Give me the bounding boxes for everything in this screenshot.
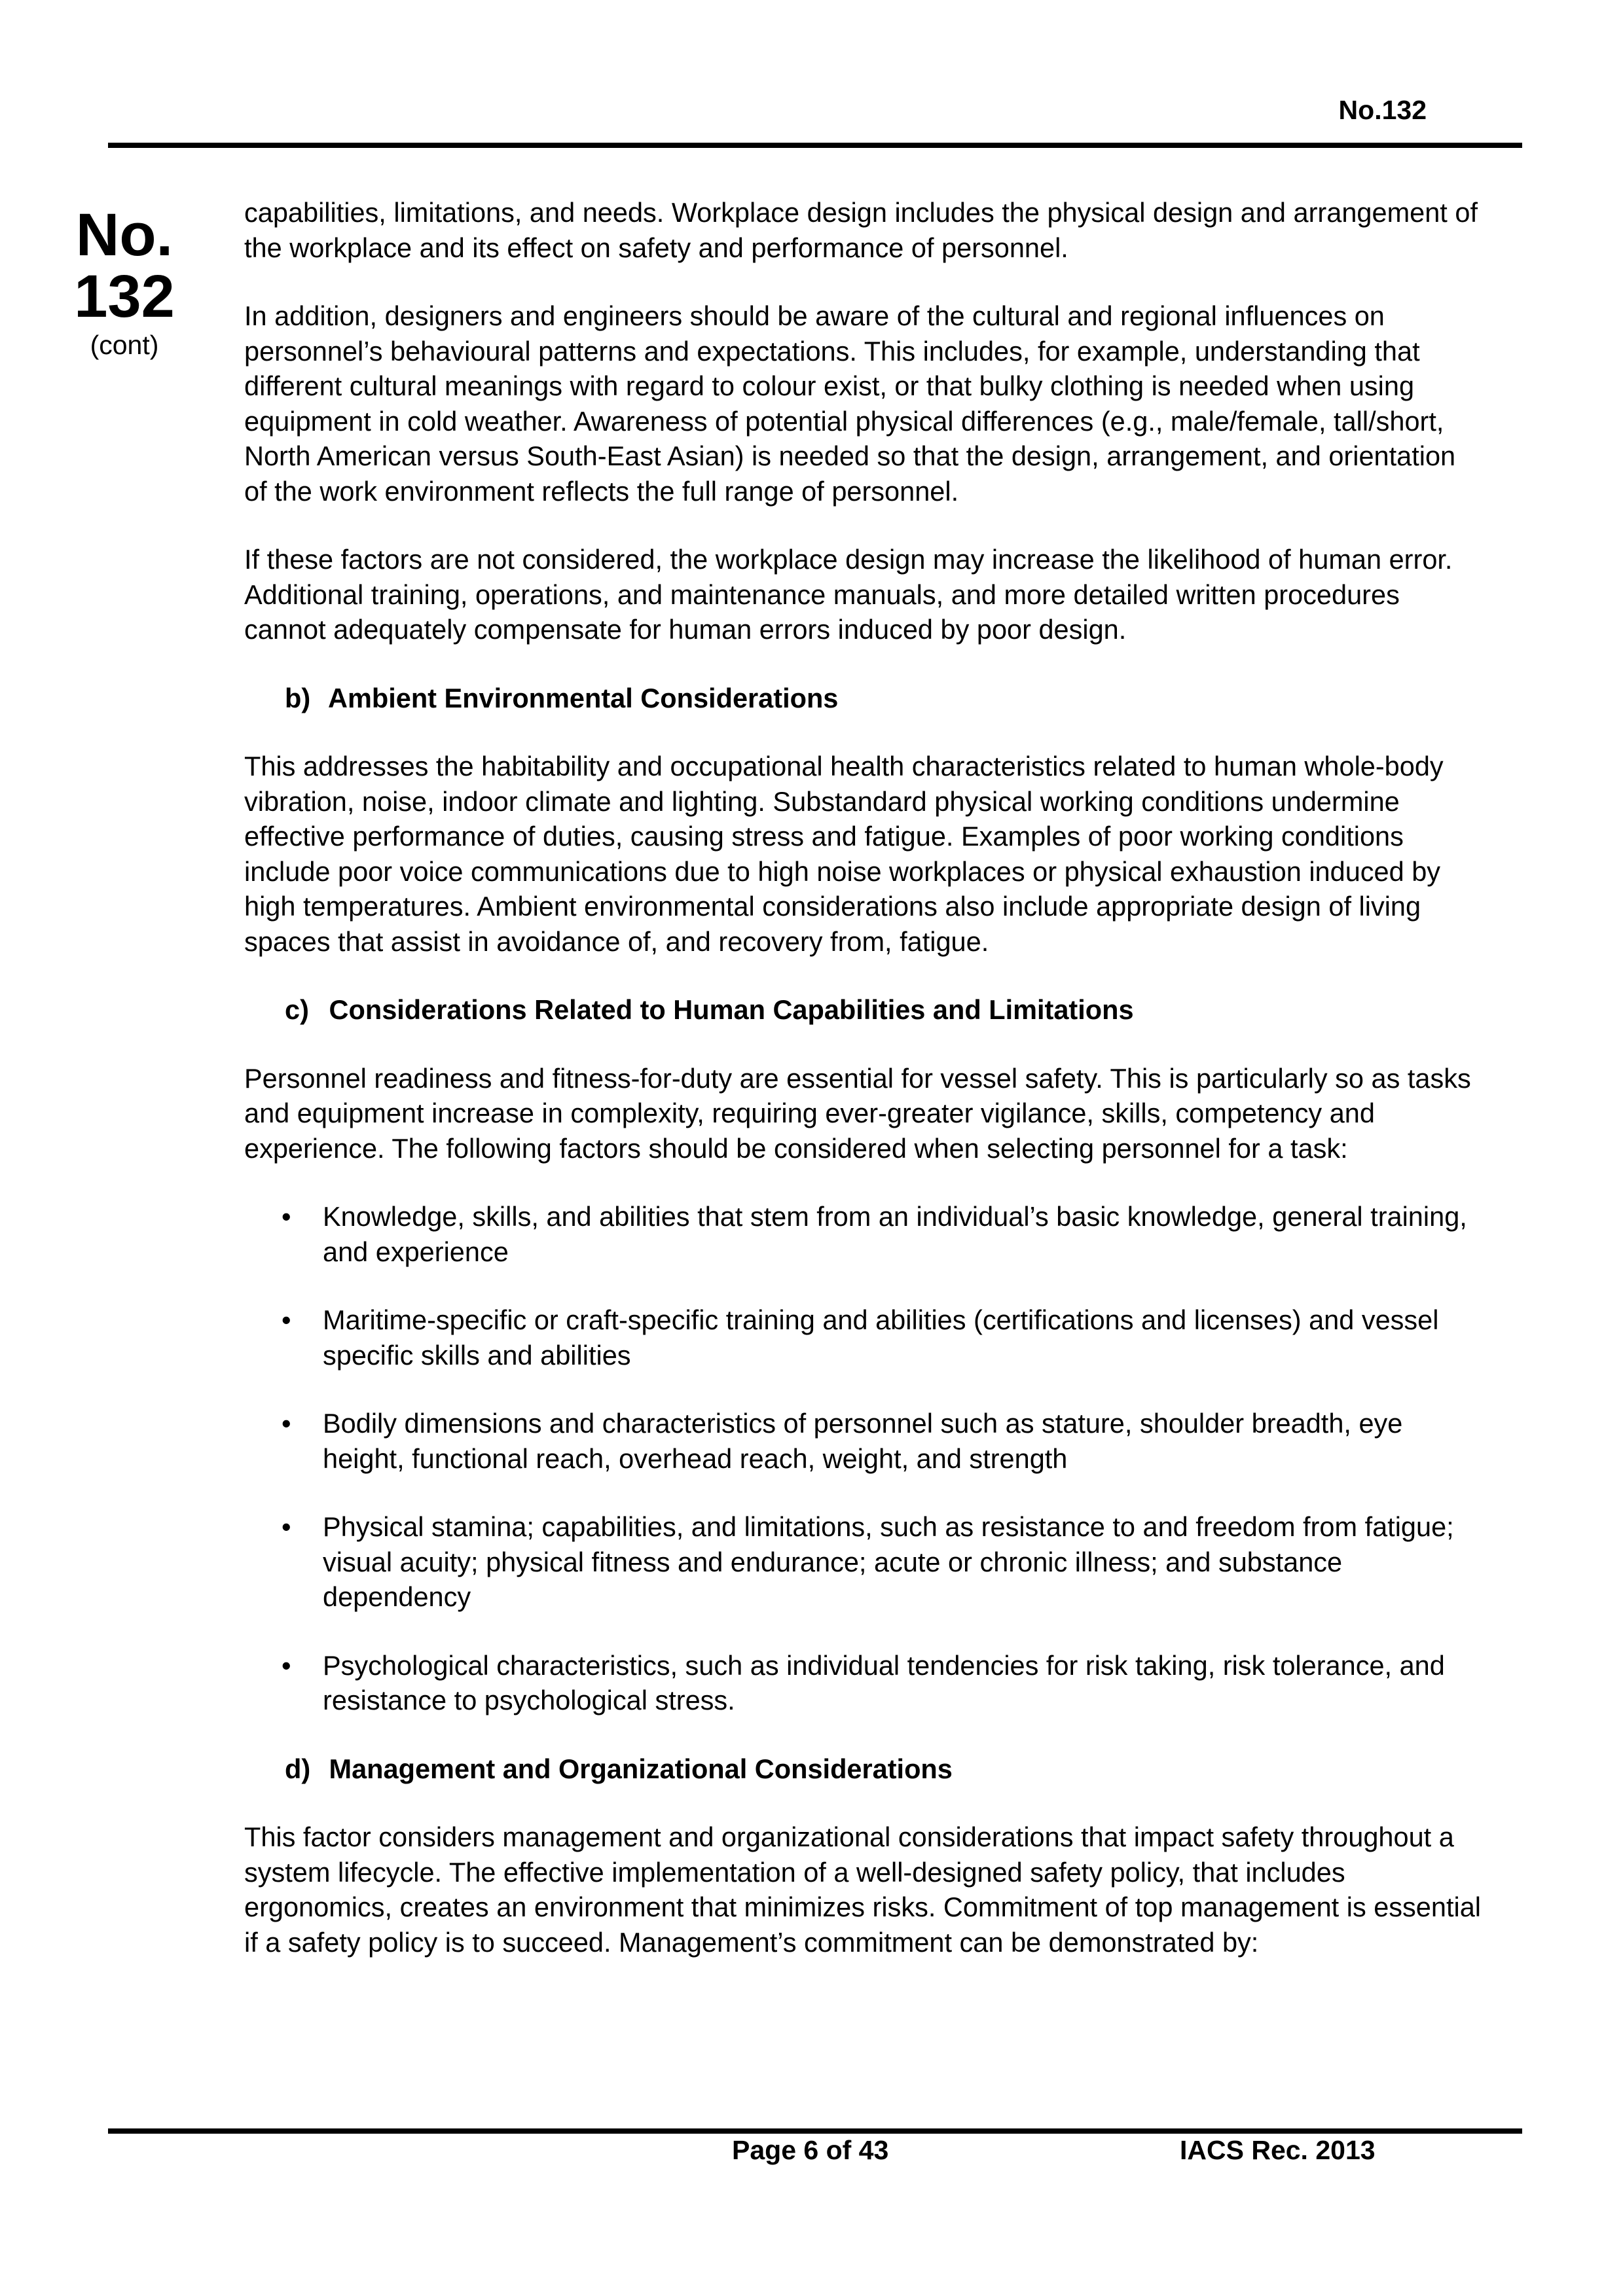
list-item — [244, 1509, 1485, 1615]
bullet-icon: • — [282, 1408, 291, 1439]
side-label-no: No. — [75, 202, 173, 268]
side-label-number: 132 — [74, 263, 175, 330]
list-item-text: Physical stamina; capabilities, and limitations, such as resistance to and freedom from fatigue; visual acuity; physical fitness and endurance; acute or chronic illness; and substance dependency — [323, 1511, 1454, 1612]
paragraph: capabilities, limitations, and needs. Workplace design includes the physical design and arrangement of the workplace and its effect on safety and performance of personnel. — [244, 197, 1478, 263]
list-item-text: Maritime-specific or craft-specific training and abilities (certifications and licenses) and vessel specific skills and abilities — [323, 1304, 1439, 1371]
bullet-icon: • — [282, 1511, 291, 1542]
paragraph: In addition, designers and engineers should be aware of the cultural and regional influences on personnel’s behavioural patterns and expectations. This includes, for example, understanding that different cultural meanings with regard to colour exist, or that bulky clothing is needed when using equipment in cold weather. Awareness of potential physical differences (e.g., male/female, tall/short, North American versus South-East Asian) is needed so that the design, arrangement, and orientation of the work environment reflects the full range of personnel. — [244, 300, 1456, 507]
section-heading-c — [285, 992, 1485, 1028]
heading-text: Considerations Related to Human Capabilities and Limitations — [329, 994, 1134, 1025]
paragraph: Personnel readiness and fitness-for-duty are essential for vessel safety. This is particularly so as tasks and equipment increase in complexity, requiring ever-greater vigilance, skills, competency and experience. The following factors should be considered when selecting personnel for a task: — [244, 1062, 1471, 1164]
heading-text: Management and Organizational Considerations — [329, 1753, 953, 1784]
list-item — [244, 1648, 1485, 1718]
list-item — [244, 1406, 1485, 1476]
heading-label: d) — [285, 1753, 311, 1784]
list-item — [244, 1199, 1485, 1269]
body-text — [244, 195, 1485, 1993]
list-item-text: Bodily dimensions and characteristics of personnel such as stature, shoulder breadth, eye height, functional reach, overhead reach, weight, and strength — [323, 1408, 1403, 1474]
side-label-cont: (cont) — [90, 330, 159, 360]
bullet-icon: • — [282, 1201, 291, 1232]
page-number: Page 6 of 43 — [732, 2135, 889, 2165]
document-number: No.132 — [1338, 95, 1427, 125]
paragraph: If these factors are not considered, the workplace design may increase the likelihood of human error. Additional training, operations, and maintenance manuals, and more detailed written procedures cannot adequately compensate for human errors induced by poor design. — [244, 544, 1453, 645]
list-item-text: Psychological characteristics, such as individual tendencies for risk taking, risk tolerance, and resistance to psychological stress. — [323, 1649, 1445, 1715]
list-item-text: Knowledge, skills, and abilities that stem from an individual’s basic knowledge, general training, and experience — [323, 1201, 1467, 1267]
paragraph: This factor considers management and organizational considerations that impact safety throughout a system lifecycle. The effective implementation of a well-designed safety policy, that includes ergonomics, creates an environment that minimizes risks. Commitment of top management is essential if a safety policy is to succeed. Management’s commitment can be demonstrated by: — [244, 1821, 1482, 1958]
section-heading-b — [285, 681, 1485, 716]
footer-rule — [108, 2128, 1522, 2134]
paragraph: This addresses the habitability and occupational health characteristics related to human whole-body vibration, noise, indoor climate and lighting. Substandard physical working conditions undermine effective performance of duties, causing stress and fatigue. Examples of poor working conditions include poor voice communications due to high noise workplaces or physical exhaustion induced by high temperatures. Ambient environmental considerations also include appropriate design of living spaces that assist in avoidance of, and recovery from, fatigue. — [244, 751, 1444, 957]
bullet-icon: • — [282, 1649, 291, 1681]
bullet-icon: • — [282, 1304, 291, 1335]
side-label — [46, 204, 203, 361]
heading-text: Ambient Environmental Considerations — [328, 682, 839, 713]
footer-organization: IACS Rec. 2013 — [1180, 2135, 1376, 2165]
heading-label: b) — [285, 682, 311, 713]
section-heading-d — [285, 1751, 1485, 1787]
heading-label: c) — [285, 994, 309, 1025]
list-item — [244, 1302, 1485, 1372]
header-rule — [108, 143, 1522, 148]
factor-list — [244, 1199, 1485, 1718]
